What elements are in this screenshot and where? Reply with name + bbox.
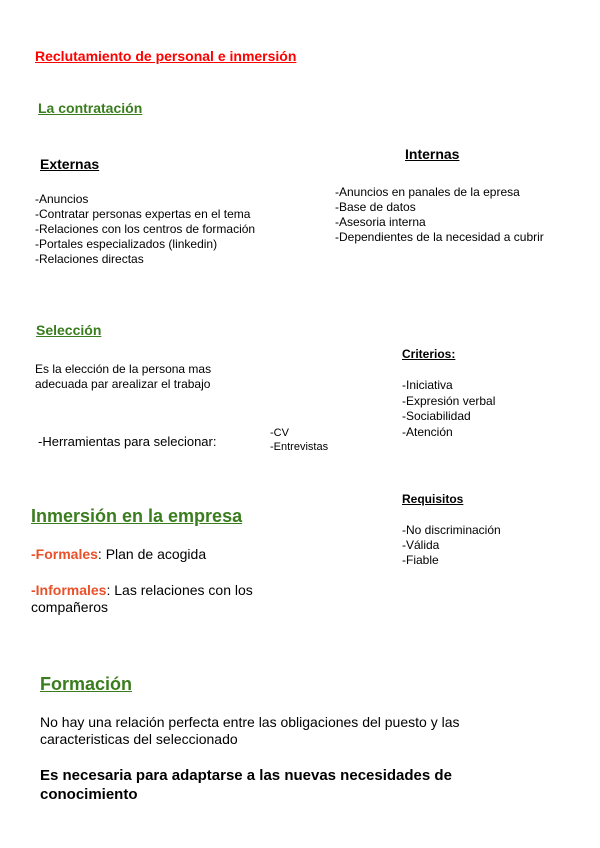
herramientas-list (270, 426, 328, 454)
herramientas-label: -Herramientas para selecionar: (38, 434, 217, 449)
formacion-text-line: caracteristicas del seleccionado (40, 731, 238, 747)
page-title: Reclutamiento de personal e inmersión (35, 48, 297, 64)
list-item: -Contratar personas expertas en el tema (35, 207, 251, 221)
inmersion-heading: Inmersión en la empresa (31, 506, 243, 526)
seleccion-heading: Selección (36, 322, 102, 338)
list-item: -CV (270, 427, 289, 439)
list-item: -No discriminación (402, 523, 501, 537)
requisitos-list (402, 523, 501, 568)
formales-label: -Formales (31, 546, 98, 562)
list-item: -Anuncios (35, 192, 89, 206)
list-item: -Atención (402, 424, 453, 439)
externas-heading: Externas (40, 156, 100, 172)
list-item: -Relaciones con los centros de formación (35, 222, 256, 236)
externas-list (35, 192, 255, 267)
list-item: -Portales especializados (linkedin) (35, 237, 218, 251)
formacion-text-line: No hay una relación perfecta entre las obligaciones del puesto y las (40, 714, 460, 730)
informales-label: -Informales (31, 582, 107, 598)
list-item: -Relaciones directas (35, 252, 144, 266)
list-item: -Iniciativa (402, 378, 453, 392)
informales-block (31, 582, 253, 616)
informales-text: : Las relaciones con los (106, 582, 253, 598)
requisitos-heading: Requisitos (402, 492, 464, 506)
seleccion-description-line: Es la elección de la persona mas (35, 362, 212, 376)
list-item: -Anuncios en panales de la epresa (335, 185, 520, 199)
criterios-heading: Criterios: (402, 347, 456, 361)
seleccion-description (35, 362, 211, 392)
list-item: -Expresión verbal (402, 393, 496, 408)
list-item: -Dependientes de la necesidad a cubrir (335, 230, 544, 244)
list-item: -Asesoria interna (335, 215, 426, 229)
formacion-bold-line: Es necesaria para adaptarse a las nuevas necesidades de (40, 767, 452, 784)
formales-line (31, 546, 206, 563)
formales-text: : Plan de acogida (97, 546, 207, 562)
list-item: -Válida (402, 538, 440, 552)
list-item: -Sociabilidad (402, 409, 471, 423)
internas-list (335, 185, 544, 245)
contratacion-heading: La contratación (38, 100, 143, 116)
internas-heading: Internas (405, 146, 460, 162)
formacion-heading: Formación (40, 674, 133, 694)
formacion-text (40, 714, 459, 748)
criterios-list (402, 378, 495, 440)
list-item: -Entrevistas (270, 441, 329, 453)
formacion-bold-text (40, 766, 452, 804)
formacion-bold-line: conocimiento (40, 786, 138, 803)
list-item: -Fiable (402, 553, 439, 567)
list-item: -Base de datos (335, 200, 416, 214)
informales-text-line2: compañeros (31, 599, 109, 615)
seleccion-description-line: adecuada par arealizar el trabajo (35, 377, 211, 391)
